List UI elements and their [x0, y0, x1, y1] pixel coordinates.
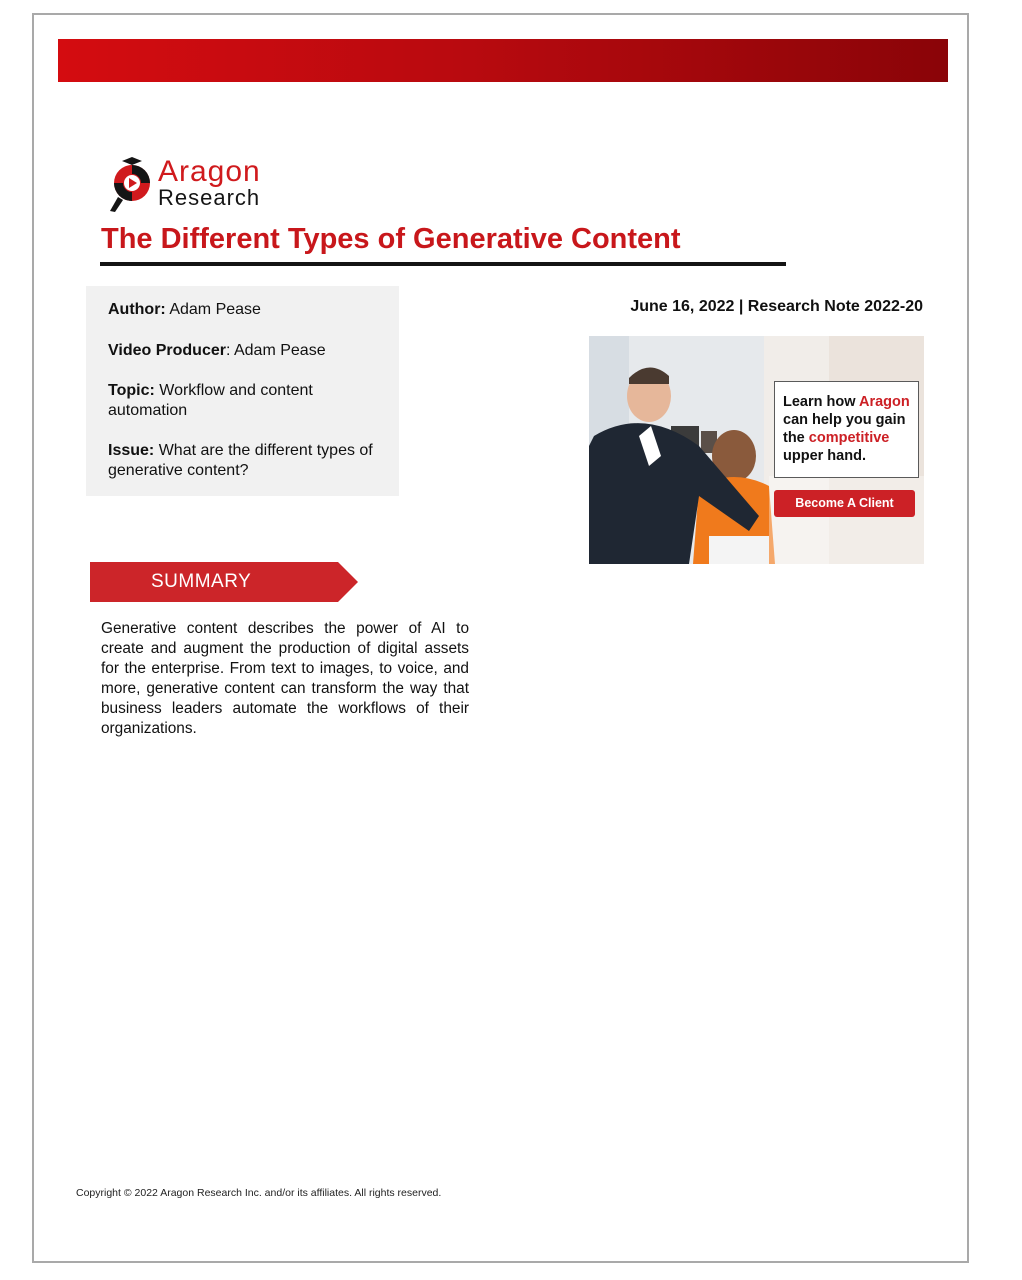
metadata-box: [86, 286, 399, 496]
topic-label: Topic:: [108, 382, 155, 399]
author-label: Author:: [108, 301, 166, 318]
promo-line-3: [783, 429, 918, 447]
summary-paragraph: Generative content describes the power of AI to create and augment the production of digital assets for the enterprise. From text to images, to voice, and more, generative content can transform the way that business leaders automate the workflows of their organizations.: [101, 620, 469, 737]
become-client-button[interactable]: Become A Client: [774, 490, 915, 517]
promo-text-competitive: competitive: [808, 430, 890, 446]
issue-line: [108, 441, 377, 480]
promo-text-aragon: Aragon: [859, 394, 910, 410]
author-value: Adam Pease: [169, 301, 261, 318]
logo-word-research: Research: [158, 185, 261, 210]
promo-banner[interactable]: [589, 336, 924, 564]
copyright-footer: Copyright © 2022 Aragon Research Inc. and/or its affiliates. All rights reserved.: [76, 1187, 442, 1199]
promo-line-2: can help you gain: [783, 412, 906, 428]
topic-value: Workflow and content automation: [108, 382, 313, 419]
promo-text-learn: Learn how: [783, 394, 859, 410]
producer-line: [108, 341, 377, 361]
author-line: [108, 300, 377, 320]
title-underline: [100, 262, 786, 266]
date-research-note: June 16, 2022 | Research Note 2022-20: [630, 298, 923, 315]
promo-line-1: [783, 393, 918, 411]
topic-line: [108, 381, 377, 420]
header-red-bar: [58, 39, 948, 82]
logo-word-aragon: Aragon: [158, 155, 261, 188]
issue-value: What are the different types of generative content?: [108, 442, 373, 479]
producer-value: : Adam Pease: [225, 341, 326, 359]
summary-heading: SUMMARY: [151, 571, 252, 592]
promo-card: [774, 381, 919, 478]
aragon-logo-icon: [108, 157, 158, 213]
producer-label: Video Producer: [108, 341, 226, 359]
summary-heading-banner: [90, 562, 358, 602]
aragon-research-logo: [108, 155, 298, 215]
promo-line-4: upper hand.: [783, 448, 866, 464]
document-page: [32, 13, 969, 1263]
issue-label: Issue:: [108, 442, 155, 459]
promo-text-the: the: [783, 430, 809, 446]
page-title: The Different Types of Generative Content: [101, 223, 681, 255]
